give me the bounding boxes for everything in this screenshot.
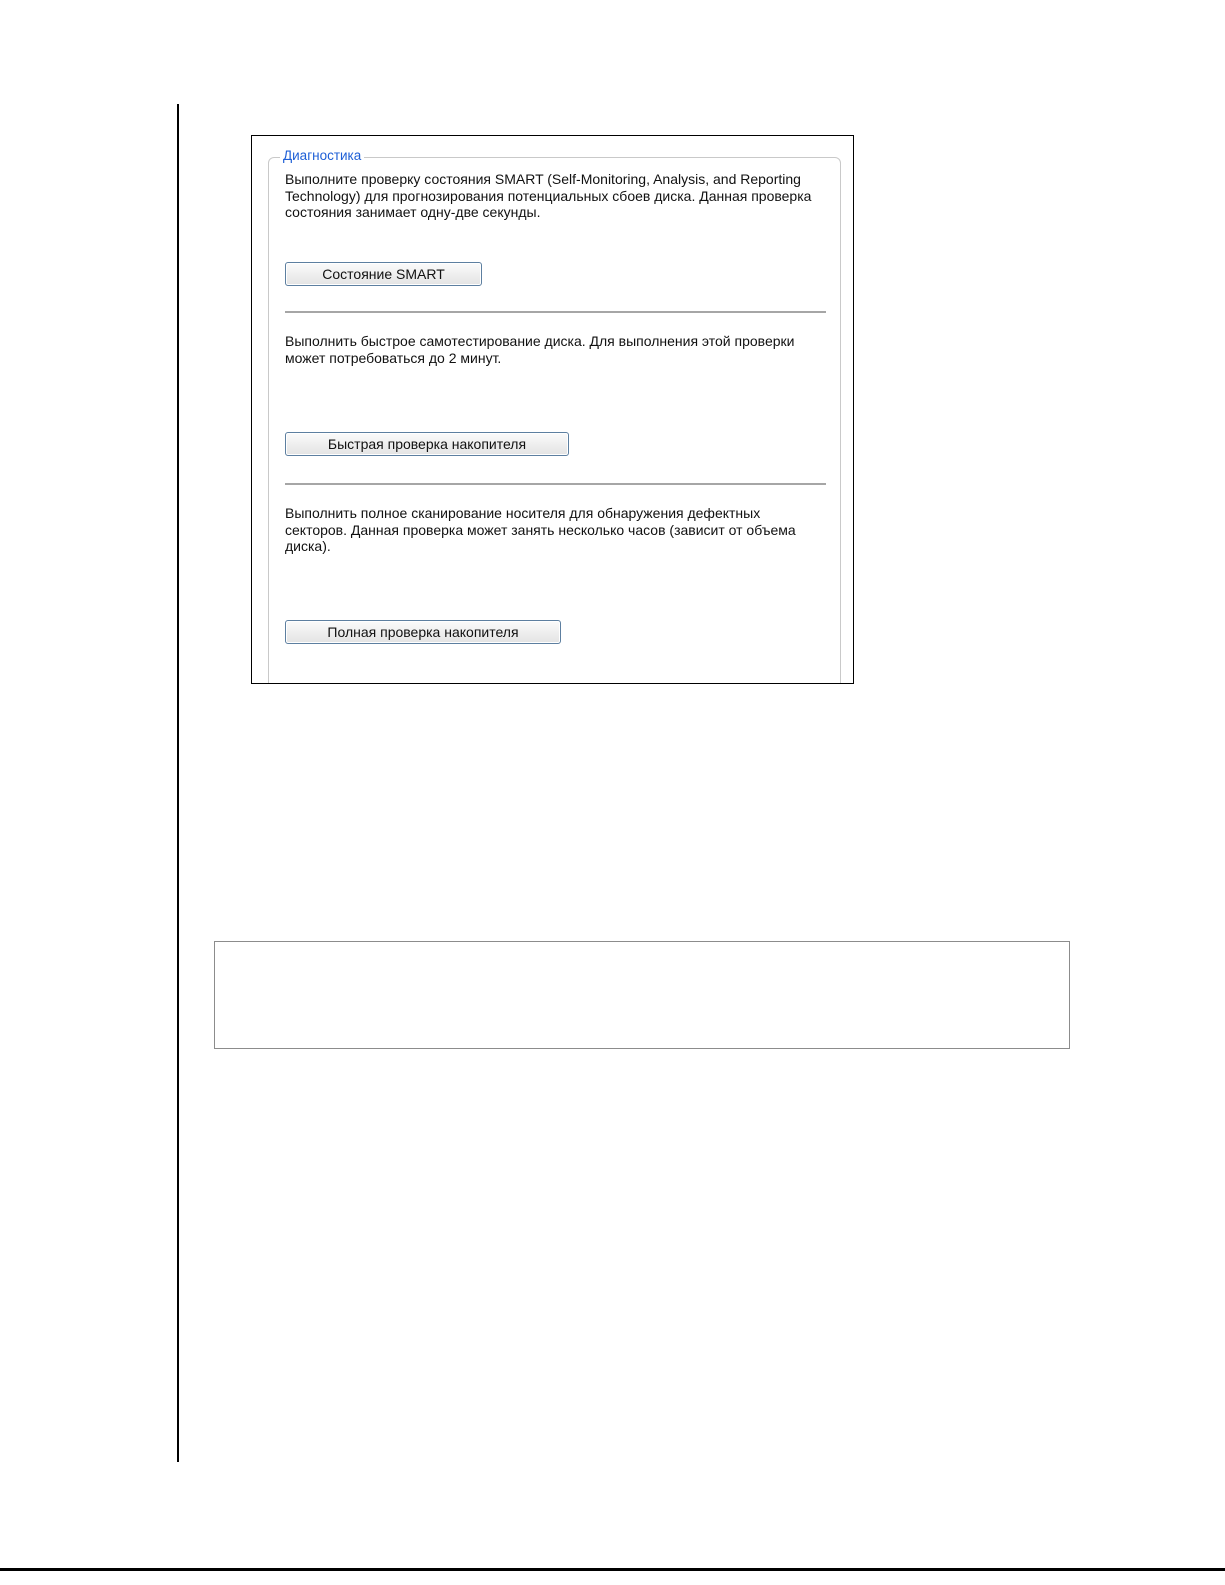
diagnostics-screenshot [251, 135, 854, 684]
footer-rule [0, 1568, 1225, 1571]
note-box [214, 941, 1070, 1049]
diagnostics-group-title: Диагностика [280, 148, 364, 164]
smart-status-button[interactable]: Состояние SMART [285, 262, 482, 286]
section-divider [285, 311, 826, 313]
left-margin-rule [177, 104, 179, 1462]
smart-description: Выполните проверку состояния SMART (Self-Monitoring, Analysis, and Reporting Technology) для прогнозирования потенциальных сбоев диска. Данная проверка состояния занимает одну-две секунды. [285, 171, 812, 220]
quick-drive-test-button[interactable]: Быстрая проверка накопителя [285, 432, 569, 456]
section-divider [285, 483, 826, 485]
diagnostics-group [268, 157, 841, 684]
quick-test-description: Выполнить быстрое самотестирование диска. Для выполнения этой проверки может потребоваться до 2 минут. [285, 333, 795, 366]
full-drive-test-button[interactable]: Полная проверка накопителя [285, 620, 561, 644]
full-test-description: Выполнить полное сканирование носителя для обнаружения дефектных секторов. Данная проверка может занять несколько часов (зависит от объема диска). [285, 505, 796, 554]
